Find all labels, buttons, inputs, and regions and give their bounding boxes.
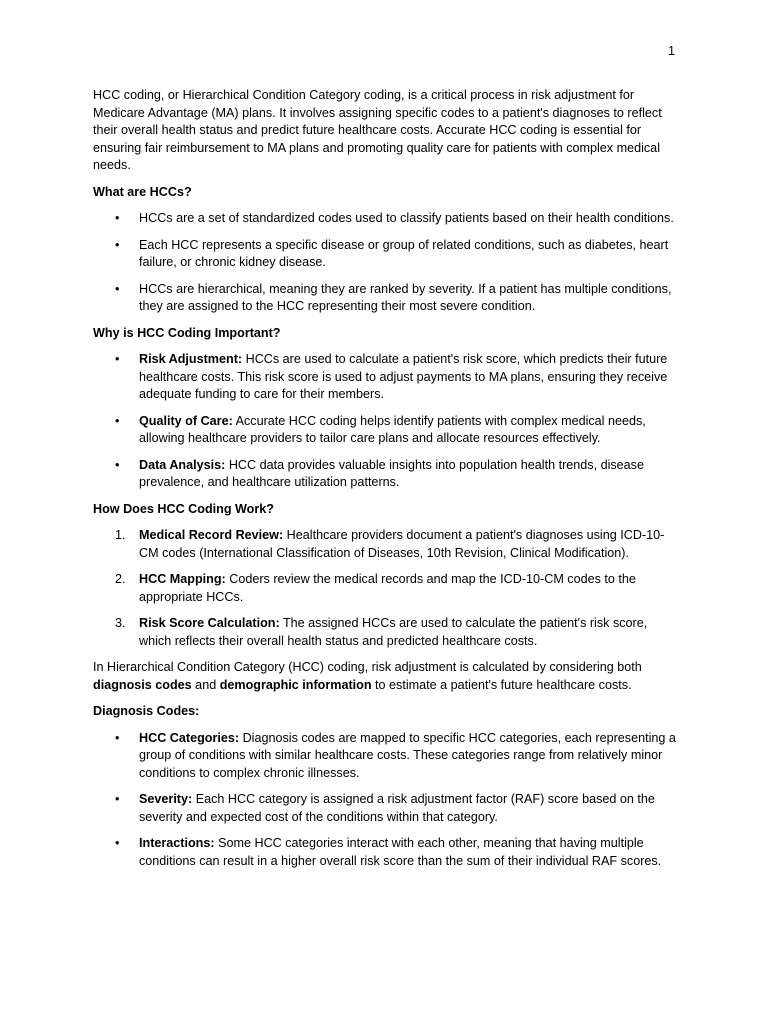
- bullet-icon: •: [115, 836, 120, 850]
- list-item-label: Medical Record Review:: [139, 528, 284, 542]
- list-item-text: Accurate HCC coding helps identify patients with complex medical needs, allowing healthcare providers to tailor care plans and allocate resources effectively.: [139, 413, 646, 445]
- list-item-text: HCCs are a set of standardized codes used to classify patients based on their health conditions.: [139, 211, 674, 225]
- bullet-icon: •: [115, 281, 120, 296]
- list-item: [93, 615, 679, 650]
- list-item-text: Coders review the medical records and map the ICD-10-CM codes to the appropriate HCCs.: [139, 572, 636, 604]
- bullet-list-diagnosis-codes: [93, 730, 679, 871]
- bullet-icon: •: [115, 792, 120, 806]
- list-item-label: Risk Adjustment:: [139, 352, 243, 366]
- list-item-label: Interactions:: [139, 836, 215, 850]
- list-item-text: HCC data provides valuable insights into population health trends, disease prevalence, and healthcare utilization patterns.: [139, 457, 644, 489]
- bullet-icon: •: [115, 730, 120, 745]
- list-item: [93, 791, 679, 826]
- paragraph-bold-text: diagnosis codes: [93, 677, 192, 692]
- list-number: 1.: [115, 528, 126, 542]
- list-item-label: Quality of Care:: [139, 413, 233, 428]
- list-item: [93, 527, 679, 562]
- list-item: [93, 210, 679, 228]
- bullet-list-why-important: [93, 351, 679, 492]
- list-item: [93, 351, 679, 404]
- list-item-text: Diagnosis codes are mapped to specific HCC categories, each representing a group of conditions with similar healthcare costs. These categories range from relatively minor conditions to complex chronic illnesses.: [139, 730, 676, 780]
- list-item-text: HCCs are used to calculate a patient's risk score, which predicts their future healthcare costs. This risk score is used to adjust payments to MA plans, ensuring they receive adequate funding to care for their members.: [139, 352, 668, 401]
- bullet-icon: •: [115, 413, 120, 428]
- list-number: 2.: [115, 572, 126, 586]
- list-item-text: Each HCC category is assigned a risk adjustment factor (RAF) score based on the severity and expected cost of the conditions within that category.: [139, 792, 655, 824]
- bullet-list-what-are-hccs: [93, 210, 679, 316]
- list-item-text: Healthcare providers document a patient's diagnoses using ICD-10-CM codes (International Classification of Diseases, 10th Revision, Clinical Modification).: [139, 528, 665, 560]
- list-item-label: Risk Score Calculation:: [139, 616, 280, 630]
- list-item: [93, 281, 679, 316]
- list-item-text: Some HCC categories interact with each other, meaning that having multiple conditions can result in a higher overall risk score than the sum of their individual RAF scores.: [139, 836, 662, 868]
- section-heading-what-are-hccs: What are HCCs?: [93, 184, 192, 199]
- document-body: [93, 87, 679, 879]
- intro-paragraph: HCC coding, or Hierarchical Condition Category coding, is a critical process in risk adjustment for Medicare Advantage (MA) plans. It involves assigning specific codes to a patient's diagnoses to reflect their overall health status and predict future healthcare costs. Accurate HCC coding is essential for ensuring fair reimbursement to MA plans and promoting quality care for patients with complex medical needs.: [93, 88, 662, 172]
- bullet-icon: •: [115, 352, 120, 366]
- page-number: 1: [667, 44, 675, 58]
- paragraph-bold-text: demographic information: [219, 677, 372, 692]
- section-heading-how-it-works: How Does HCC Coding Work?: [93, 501, 274, 516]
- paragraph-text: to estimate a patient's future healthcare costs.: [371, 677, 632, 692]
- section-heading-why-important: Why is HCC Coding Important?: [93, 325, 281, 340]
- list-item-label: Data Analysis:: [139, 457, 226, 472]
- paragraph-text: and: [191, 677, 220, 692]
- list-item-label: HCC Mapping:: [139, 572, 226, 586]
- list-item: [93, 237, 679, 272]
- list-item: [93, 730, 679, 783]
- risk-adjustment-paragraph: [93, 659, 679, 694]
- list-item-label: HCC Categories:: [139, 730, 240, 745]
- list-number: 3.: [115, 616, 126, 630]
- section-heading-diagnosis-codes: Diagnosis Codes:: [93, 704, 200, 718]
- list-item: [93, 835, 679, 870]
- list-item: [93, 571, 679, 606]
- bullet-icon: •: [115, 237, 120, 252]
- paragraph-text: In Hierarchical Condition Category (HCC) coding, risk adjustment is calculated by considering both: [93, 660, 642, 674]
- list-item: [93, 457, 679, 492]
- list-item-label: Severity:: [139, 792, 193, 806]
- bullet-icon: •: [115, 211, 120, 225]
- list-item-text: HCCs are hierarchical, meaning they are ranked by severity. If a patient has multiple conditions, they are assigned to the HCC representing their most severe condition.: [139, 281, 672, 313]
- list-item-text: The assigned HCCs are used to calculate the patient's risk score, which reflects their overall health status and predicted healthcare costs.: [139, 616, 648, 648]
- list-item-text: Each HCC represents a specific disease or group of related conditions, such as diabetes, heart failure, or chronic kidney disease.: [139, 237, 669, 269]
- numbered-list-how-it-works: [93, 527, 679, 650]
- bullet-icon: •: [115, 457, 120, 472]
- list-item: [93, 413, 679, 448]
